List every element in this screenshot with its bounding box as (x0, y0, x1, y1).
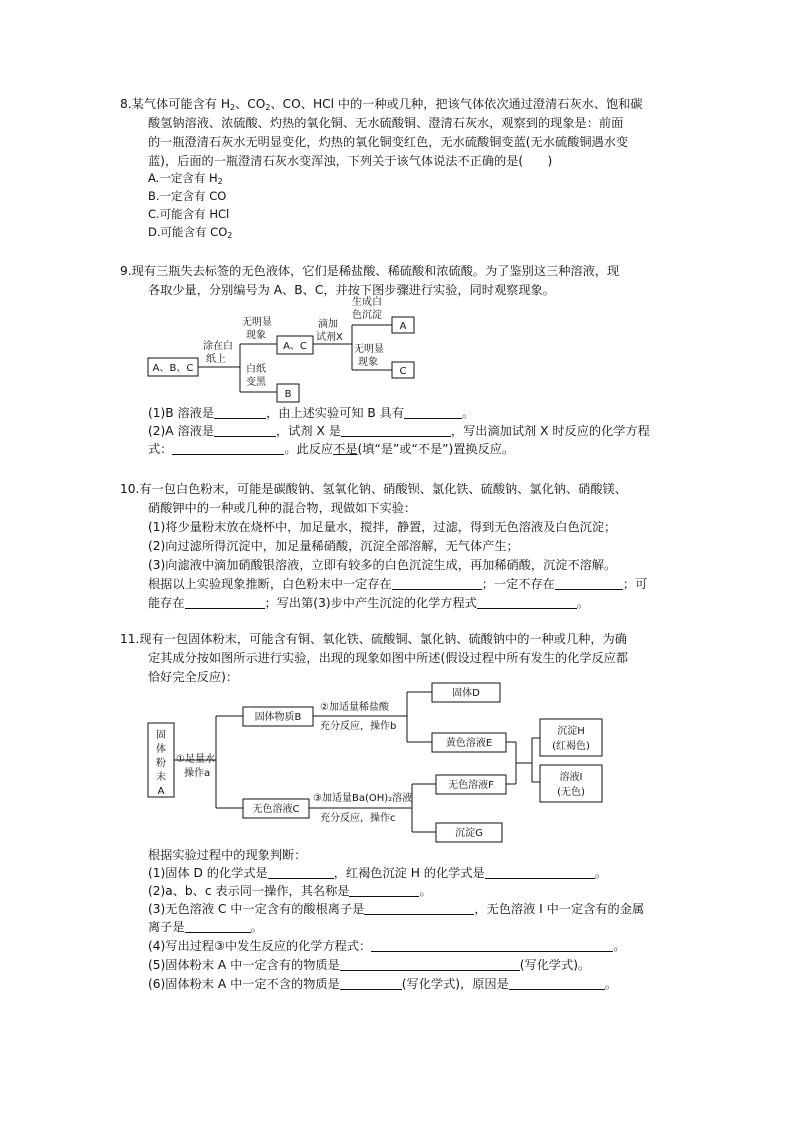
svg-text:粉: 粉 (156, 758, 166, 769)
svg-text:(无色): (无色) (557, 787, 585, 798)
q10-step-1: (1)将少量粉末放在烧杯中，加足量水，搅拌，静置，过滤，得到无色溶液及白色沉淀； (148, 520, 617, 534)
q11-blank-1[interactable] (268, 865, 334, 879)
svg-text:溶液I: 溶液I (559, 772, 583, 783)
q10-line-2: 硝酸钾中的一种或几种的混合物，现做如下实验： (148, 501, 417, 515)
q11-blank-9[interactable] (509, 976, 605, 990)
q11-answer-5: (5)固体粉末 A 中一定含有的物质是 (写化学式)。 (148, 958, 591, 972)
q9-noobv-b: 现象 (246, 330, 266, 341)
q9-text-ac: A、C (283, 341, 307, 352)
q11-answer-3: (3)无色溶液 C 中一定含有的酸根离子是 ，无色溶液 I 中一定含有的金属 (148, 902, 645, 916)
q10-blank-3[interactable] (185, 595, 265, 609)
q9-line-1: 9.现有三瓶失去标签的无色液体，它们是稀盐酸、稀硫酸和浓硫酸。为了鉴别这三种溶液，现 (120, 264, 620, 278)
q11-line-3: 恰好完全反应)： (148, 670, 239, 684)
svg-text:沉淀G: 沉淀G (455, 828, 483, 839)
q10-step-2: (2)向过滤所得沉淀中，加足量稀硝酸，沉淀全部溶解，无气体产生； (148, 539, 519, 553)
q11-line-2: 定其成分按如图所示进行实验，出现的现象如图中所述(假设过程中所有发生的化学反应都 (148, 651, 629, 665)
q11-answer-2: (2)a、b、c 表示同一操作，其名称是 。 (148, 884, 432, 898)
q11-step3-b: 充分反应，操作c (320, 813, 396, 824)
q10-question-1: 根据以上实验现象推断，白色粉末中一定存在 ；一定不存在 ；可 (148, 577, 648, 591)
q10-blank-2[interactable] (555, 576, 623, 590)
q9-step1-a: 涂在白 (203, 341, 233, 352)
q9-text-c: C (399, 366, 407, 377)
svg-text:A: A (157, 786, 165, 797)
q9-noobv2-a: 无明显 (354, 344, 384, 355)
q9-text-a: A (399, 321, 407, 332)
svg-text:固体物质B: 固体物质B (254, 712, 302, 723)
q11-step2-b: 充分反应，操作b (320, 721, 397, 732)
q10-blank-1[interactable] (392, 576, 482, 590)
q8-line-3: 的一瓶澄清石灰水无明显变化，灼热的氧化铜变红色，无水硫酸铜变蓝(无水硫酸铜遇水变 (148, 135, 629, 149)
q9-black-a: 白纸 (246, 364, 266, 375)
svg-text:黄色溶液E: 黄色溶液E (445, 738, 493, 749)
q9-prec-b: 色沉淀 (352, 310, 382, 321)
q9-flow-diagram (140, 292, 440, 404)
q11-flow-diagram (140, 680, 620, 844)
q9-noobv-a: 无明显 (242, 317, 272, 328)
q9-answer-3: 式： 。此反应不是(填“是”或“不是”)置换反应。 (148, 442, 515, 456)
q11-blank-8[interactable] (340, 976, 402, 990)
q11-blank-4[interactable] (364, 901, 474, 915)
q11-blank-7[interactable] (340, 957, 520, 971)
q8-line-2: 酸氢钠溶液、浓硫酸、灼热的氧化铜、无水硫酸铜、澄清石灰水，观察到的现象是：前面 (148, 116, 624, 130)
q9-drop-a: 滴加 (318, 319, 338, 330)
svg-text:固: 固 (156, 730, 166, 741)
q9-black-b: 变黑 (246, 377, 266, 388)
q9-blank-5[interactable] (172, 441, 284, 455)
svg-text:末: 末 (156, 772, 166, 783)
q8-option-b[interactable]: B.一定含有 CO (148, 189, 227, 203)
q9-drop-b: 试剂X (316, 332, 343, 343)
q8-option-c[interactable]: C.可能含有 HCl (148, 207, 230, 221)
q9-step1-b: 纸上 (206, 354, 226, 365)
svg-text:固体D: 固体D (452, 688, 480, 699)
q11-answer-6: (6)固体粉末 A 中一定不含的物质是 (写化学式)，原因是 。 (148, 977, 617, 991)
q11-intro: 根据实验过程中的现象判断： (148, 848, 307, 862)
q9-text-abc: A、B、C (152, 363, 194, 374)
q10-blank-4[interactable] (477, 595, 577, 609)
q11-blank-2[interactable] (485, 865, 595, 879)
q10-question-2: 能存在 ；写出第(3)步中产生沉淀的化学方程式 。 (148, 596, 590, 610)
q10-step-3: (3)向滤液中滴加硝酸银溶液，立即有较多的白色沉淀生成，再加稀硝酸，沉淀不溶解。 (148, 558, 617, 572)
q11-step1-b: 操作a (184, 768, 211, 779)
q11-answer-4: (4)写出过程③中发生反应的化学方程式： 。 (148, 939, 626, 953)
q8-line-1: 8.某气体可能含有 $H_2$、$CO_2$、CO、HCl 中的一种或几种，把该气体依次通过澄清石灰水、饱和碳 (120, 97, 643, 112)
q11-step2-a: ②加适量稀盐酸 (320, 702, 389, 713)
q8-option-d[interactable]: D.可能含有 $CO_2$ (148, 225, 233, 240)
q9-blank-4[interactable] (341, 423, 451, 437)
q9-blank-2[interactable] (404, 405, 462, 419)
q11-blank-3[interactable] (349, 883, 419, 897)
q11-blank-6[interactable] (371, 938, 613, 952)
q11-answer-3b: 离子是 。 (148, 920, 263, 934)
svg-text:沉淀H: 沉淀H (557, 726, 585, 737)
q9-answer-2: (2)A 溶液是 ，试剂 X 是 ，写出滴加试剂 X 时反应的化学方程 (148, 424, 650, 438)
q11-step3-a: ③加适量Ba(OH)₂溶液 (313, 793, 413, 804)
q9-blank-3[interactable] (214, 423, 276, 437)
svg-text:无色溶液C: 无色溶液C (252, 804, 300, 815)
q9-prec-a: 生成白 (352, 297, 382, 308)
q11-blank-5[interactable] (185, 919, 251, 933)
q10-line-1: 10.有一包白色粉末，可能是碳酸钠、氢氧化钠、硝酸钡、氯化铁、硫酸钠、氯化钠、硝酸镁、 (120, 482, 627, 496)
q8-line-4: 蓝)，后面的一瓶澄清石灰水变浑浊，下列关于该气体说法不正确的是( ) (148, 154, 553, 168)
svg-text:无色溶液F: 无色溶液F (448, 780, 494, 791)
svg-text:(红褐色): (红褐色) (552, 741, 590, 752)
q11-line-1: 11.现有一包固体粉末，可能含有铜、氧化铁、硫酸铜、氯化钠、硫酸钠中的一种或几种，为确 (120, 632, 627, 646)
q11-answer-1: (1)固体 D 的化学式是 ，红褐色沉淀 H 的化学式是 。 (148, 866, 607, 880)
q9-noobv2-b: 现象 (358, 357, 378, 368)
q9-blank-1[interactable] (214, 405, 266, 419)
q9-answer-1: (1)B 溶液是 ，由上述实验可知 B 具有 。 (148, 406, 475, 420)
q8-option-a[interactable]: A.一定含有 $H_2$ (148, 171, 223, 186)
svg-text:体: 体 (156, 744, 166, 755)
q9-text-b: B (284, 389, 292, 400)
q9-line-2: 各取少量，分别编号为 A、B、C，并按下图步骤进行实验，同时观察现象。 (148, 283, 555, 297)
q11-step1-a: ①足量水 (176, 754, 215, 765)
